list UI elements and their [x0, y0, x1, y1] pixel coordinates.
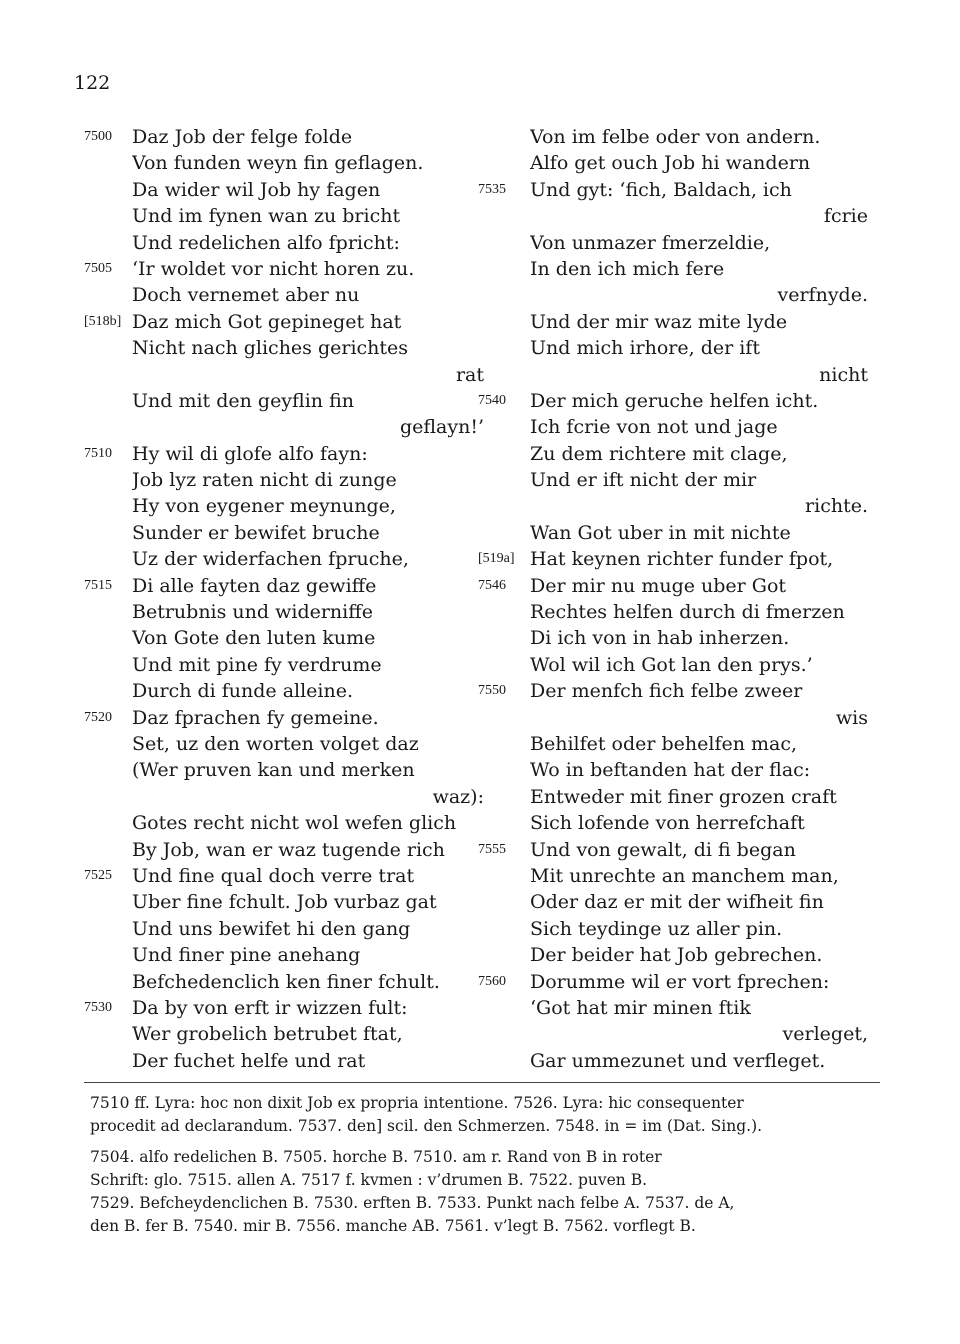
verse-line: [84, 467, 484, 493]
verse-text: Befchedenclich ken finer fchult.: [132, 970, 440, 993]
verse-line: [84, 520, 484, 546]
verse-text: richte.: [805, 495, 868, 518]
verse-text: verleget,: [782, 1023, 868, 1046]
verse-text: Der menfch fich felbe zweer: [530, 680, 803, 703]
verse-text: Gotes recht nicht wol wefen glich: [132, 812, 457, 835]
apparatus-line: 7504. alfo redelichen B. 7505. horche B. 7510. am r. Rand von B in roter: [90, 1148, 662, 1166]
verse-text: Di ich von in hab inherzen.: [530, 627, 790, 650]
verse-text: Dorumme wil er vort fprechen:: [530, 970, 830, 993]
line-number: [519a]: [478, 551, 515, 567]
verse-text: Von im felbe oder von andern.: [530, 126, 821, 148]
verse-line: [478, 942, 868, 968]
verse-line: [478, 889, 868, 915]
verse-text: Und er ift nicht der mir: [530, 469, 757, 492]
verse-text: Da by von erft ir wizzen fult:: [132, 996, 408, 1019]
verse-text: Behilfet oder behelfen mac,: [530, 732, 798, 755]
verse-line: [84, 362, 484, 388]
verse-text: Gar ummezunet und verfleget.: [530, 1049, 826, 1072]
commentary-line: procedit ad declarandum. 7537. den] scil. den Schmerzen. 7548. in = im (Dat. Sing.).: [90, 1117, 763, 1135]
commentary-line: 7510 ff. Lyra: hoc non dixit Job ex propria intentione. 7526. Lyra: hic consequenter: [90, 1094, 744, 1112]
verse-line: [478, 493, 868, 519]
line-number: 7515: [84, 577, 112, 593]
verse-text: Und von gewalt, di fi began: [530, 838, 796, 861]
verse-line: [478, 1021, 868, 1047]
verse-line: [84, 177, 484, 203]
verse-line: [478, 467, 868, 493]
verse-line: [478, 916, 868, 942]
verse-line: [478, 203, 868, 229]
verse-text: Sunder er bewifet bruche: [132, 521, 380, 544]
line-number: 7535: [478, 181, 506, 197]
verse-text: Und der mir waz mite lyde: [530, 310, 788, 333]
verse-text: Rechtes helfen durch di fmerzen: [530, 601, 845, 624]
footnote-rule: [84, 1082, 880, 1083]
verse-line: [478, 309, 868, 335]
verse-line: [478, 599, 868, 625]
verse-line: [84, 678, 484, 704]
verse-text: Job lyz raten nicht di zunge: [132, 469, 397, 492]
verse-text: In den ich mich fere: [530, 257, 725, 280]
page-number: 122: [74, 72, 111, 94]
apparatus-line: Schrift: glo. 7515. allen A. 7517 f. kvmen : v’drumen B. 7522. puven B.: [90, 1171, 648, 1189]
verse-text: Wo in beftanden hat der flac:: [530, 759, 811, 782]
verse-line: [84, 124, 484, 150]
verse-line: [478, 546, 868, 572]
verse-line: [84, 230, 484, 256]
verse-line: [478, 335, 868, 361]
verse-text: Daz Job der felge folde: [132, 126, 353, 148]
verse-text: Von funden weyn fin geflagen.: [132, 152, 424, 175]
verse-text: geflayn!’: [399, 416, 484, 439]
verse-line: [84, 493, 484, 519]
verse-text: Da wider wil Job hy fagen: [132, 178, 381, 201]
line-number: 7530: [84, 999, 112, 1015]
verse-text: verfnyde.: [777, 284, 868, 307]
verse-text: Uber fine fchult. Job vurbaz gat: [132, 891, 437, 914]
line-number: 7560: [478, 973, 506, 989]
verse-line: [478, 810, 868, 836]
verse-line: [84, 203, 484, 229]
verse-text: Betrubnis und widerniffe: [132, 601, 373, 624]
verse-line: [478, 784, 868, 810]
verse-line: [478, 757, 868, 783]
verse-line: [478, 573, 868, 599]
verse-line: [84, 599, 484, 625]
line-number: 7546: [478, 577, 506, 593]
verse-text: Entweder mit finer grozen craft: [530, 785, 837, 808]
verse-line: [478, 414, 868, 440]
verse-text: Von Gote den luten kume: [132, 627, 376, 650]
verse-text: wis: [835, 706, 868, 729]
verse-text: Sich teydinge uz aller pin.: [530, 917, 783, 940]
verse-text: waz):: [432, 785, 484, 808]
verse-line: [84, 573, 484, 599]
verse-line: [84, 995, 484, 1021]
verse-text: Hy von eygener meynunge,: [132, 495, 396, 518]
verse-text: Zu dem richtere mit clage,: [530, 442, 788, 465]
verse-text: nicht: [819, 363, 868, 386]
verse-line: [478, 150, 868, 176]
verse-text: Und uns bewifet hi den gang: [132, 917, 411, 940]
verse-text: Der fuchet helfe und rat: [132, 1049, 366, 1072]
verse-text: Der mich geruche helfen icht.: [530, 389, 819, 412]
line-number: 7550: [478, 683, 506, 699]
verse-text: Durch di funde alleine.: [132, 680, 354, 703]
verse-text: rat: [455, 363, 484, 386]
verse-line: [84, 1021, 484, 1047]
verse-line: [478, 731, 868, 757]
verse-line: [84, 256, 484, 282]
verse-line: [84, 1048, 484, 1074]
verse-line: [84, 969, 484, 995]
verse-line: [84, 652, 484, 678]
verse-line: [478, 625, 868, 651]
verse-line: [478, 441, 868, 467]
verse-text: Doch vernemet aber nu: [132, 284, 360, 307]
verse-text: Und finer pine anehang: [132, 944, 361, 967]
verse-text: By Job, wan er waz tugende rich: [132, 838, 445, 861]
verse-line: [84, 282, 484, 308]
verse-text: Wol wil ich Got lan den prys.’: [530, 653, 813, 676]
verse-text: Uz der widerfachen fpruche,: [132, 548, 409, 571]
verse-text: Di alle fayten daz gewiffe: [132, 574, 377, 597]
verse-line: [84, 810, 484, 836]
verse-line: [478, 1048, 868, 1074]
verse-line: [84, 309, 484, 335]
verse-line: [84, 546, 484, 572]
apparatus-line: 7529. Befcheydenclichen B. 7530. erften B. 7533. Punkt nach felbe A. 7537. de A,: [90, 1194, 735, 1212]
line-number: 7525: [84, 867, 112, 883]
verse-line: [478, 124, 868, 150]
verse-text: Und mit pine fy verdrume: [132, 653, 382, 676]
line-number: 7540: [478, 392, 506, 408]
verse-line: [478, 995, 868, 1021]
verse-line: [84, 731, 484, 757]
verse-text: ‘Ir woldet vor nicht horen zu.: [132, 257, 415, 280]
line-number: [518b]: [84, 313, 122, 329]
verse-line: [84, 837, 484, 863]
verse-line: [84, 916, 484, 942]
verse-text: Wan Got uber in mit nichte: [530, 521, 791, 544]
verse-line: [84, 335, 484, 361]
verse-text: Und mich irhore, der ift: [530, 337, 760, 360]
verse-text: Daz fprachen fy gemeine.: [132, 706, 379, 729]
line-number: 7510: [84, 445, 112, 461]
verse-text: Sich lofende von herrefchaft: [530, 812, 805, 835]
verse-line: [84, 863, 484, 889]
verse-text: Hy wil di glofe alfo fayn:: [132, 442, 368, 465]
verse-line: [478, 678, 868, 704]
verse-line: [478, 282, 868, 308]
line-number: 7505: [84, 260, 112, 276]
verse-line: [84, 414, 484, 440]
verse-text: Ich fcrie von not und jage: [530, 416, 778, 439]
verse-text: Oder daz er mit der wifheit fin: [530, 891, 824, 914]
verse-text: Und mit den geyflin fin: [132, 389, 354, 412]
verse-text: (Wer pruven kan und merken: [132, 759, 415, 782]
verse-line: [84, 625, 484, 651]
verse-text: Alfo get ouch Job hi wandern: [530, 152, 811, 175]
verse-line: [84, 705, 484, 731]
verse-line: [478, 969, 868, 995]
verse-text: Hat keynen richter funder fpot,: [530, 548, 834, 571]
left-verse-column: [84, 124, 484, 1074]
verse-line: [478, 362, 868, 388]
verse-text: ‘Got hat mir minen ftik: [530, 996, 751, 1019]
verse-line: [478, 177, 868, 203]
verse-line: [478, 256, 868, 282]
commentary-notes: [90, 1092, 882, 1138]
verse-text: Und gyt: ‘fich, Baldach, ich: [530, 178, 792, 201]
verse-line: [84, 441, 484, 467]
verse-text: Wer grobelich betrubet ftat,: [132, 1023, 403, 1046]
verse-line: [478, 705, 868, 731]
verse-text: Und fine qual doch verre trat: [132, 864, 415, 887]
right-verse-column: [478, 124, 868, 1074]
verse-line: [84, 150, 484, 176]
verse-text: Mit unrechte an manchem man,: [530, 864, 839, 887]
line-number: 7555: [478, 841, 506, 857]
verse-text: Und redelichen alfo fpricht:: [132, 231, 400, 254]
line-number: 7520: [84, 709, 112, 725]
apparatus-line: den B. fer B. 7540. mir B. 7556. manche AB. 7561. v’legt B. 7562. vorflegt B.: [90, 1217, 696, 1235]
verse-line: [478, 230, 868, 256]
verse-line: [84, 388, 484, 414]
verse-text: Nicht nach gliches gerichtes: [132, 337, 409, 360]
verse-text: Und im fynen wan zu bricht: [132, 205, 401, 228]
verse-line: [84, 757, 484, 783]
verse-text: Daz mich Got gepineget hat: [132, 310, 402, 333]
verse-line: [478, 520, 868, 546]
verse-line: [478, 863, 868, 889]
verse-text: Der beider hat Job gebrechen.: [530, 944, 823, 967]
critical-apparatus: [90, 1146, 882, 1238]
verse-line: [478, 388, 868, 414]
verse-text: fcrie: [823, 205, 868, 228]
verse-line: [478, 652, 868, 678]
verse-text: Von unmazer fmerzeldie,: [530, 231, 771, 254]
verse-text: Set, uz den worten volget daz: [132, 732, 419, 755]
verse-line: [478, 837, 868, 863]
verse-text: Der mir nu muge uber Got: [530, 574, 787, 597]
line-number: 7500: [84, 129, 112, 144]
verse-line: [84, 942, 484, 968]
verse-line: [84, 889, 484, 915]
verse-line: [84, 784, 484, 810]
